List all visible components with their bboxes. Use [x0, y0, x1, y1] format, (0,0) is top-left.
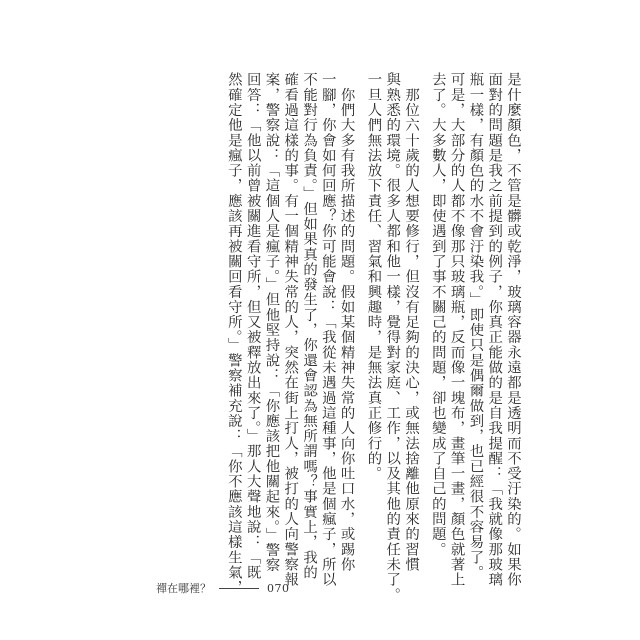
text-column: 確看過這樣的事。有一個精神失常的人，突然在街上打人，被打的人向警察報	[282, 72, 299, 588]
text-column: 然確定他是瘋子，應該再被關回看守所。」警察補充說：「你不應該這樣生氣，	[225, 72, 242, 596]
paragraph-gap	[420, 72, 428, 510]
text-column: 案，警察說：「這個人是瘋子。」但他堅持說：「你應該把他關起來。」警察	[263, 72, 280, 573]
footer-rule	[219, 588, 259, 589]
text-column: 是什麼顏色，不管是髒或乾淨，玻璃容器永遠都是透明而不受汙染的。如果你	[505, 72, 521, 588]
book-title: 禪在哪裡？	[156, 582, 211, 595]
page-number: 070	[267, 581, 290, 595]
text-column: 你們大多有我所描述的問題。假如某個精神失常的人向你吐口水，或踢你	[338, 72, 355, 572]
text-column: 面對的問題是我之前提到的例子，你真正能做的是自我提醒：「我就像那玻璃	[486, 72, 503, 588]
page-footer	[156, 580, 290, 596]
text-column: 與熟悉的環境。很多人都和他一樣，覺得對家庭、工作，以及其他的責任未了。	[384, 72, 401, 603]
text-column: 回答：「他以前曾被關進看守所，但又被釋放出來了。」那人大聲地說：「既	[244, 72, 261, 580]
text-column: 一腳，你會如何回應？你可能會說：「我從未遇過這種事，他是個瘋子，所以	[319, 72, 336, 588]
text-column: 去了。大多數人，即使遇到了事不關己的問題，卻也變成了自己的問題。	[429, 72, 446, 557]
paragraph-gap	[356, 72, 364, 510]
text-column: 可是，大部分的人都不像那只玻璃瓶，反而像一塊布，畫筆一畫，顏色就著上	[448, 72, 465, 588]
text-column: 瓶一樣，有顏色的水不會汙染我。」即使只是偶爾做到，也已經很不容易了。	[467, 72, 484, 580]
text-column: 那位六十歲的人想要修行，但沒有足夠的決心，或無法捨離他原來的習慣	[403, 72, 420, 572]
text-column: 不能對行為負責。」但如果真的發生了，你還會認為無所謂嗎？事實上，我的	[301, 72, 318, 580]
text-column: 一旦人們無法放下責任、習氣和興趣時，是無法真正修行的。	[365, 72, 382, 482]
